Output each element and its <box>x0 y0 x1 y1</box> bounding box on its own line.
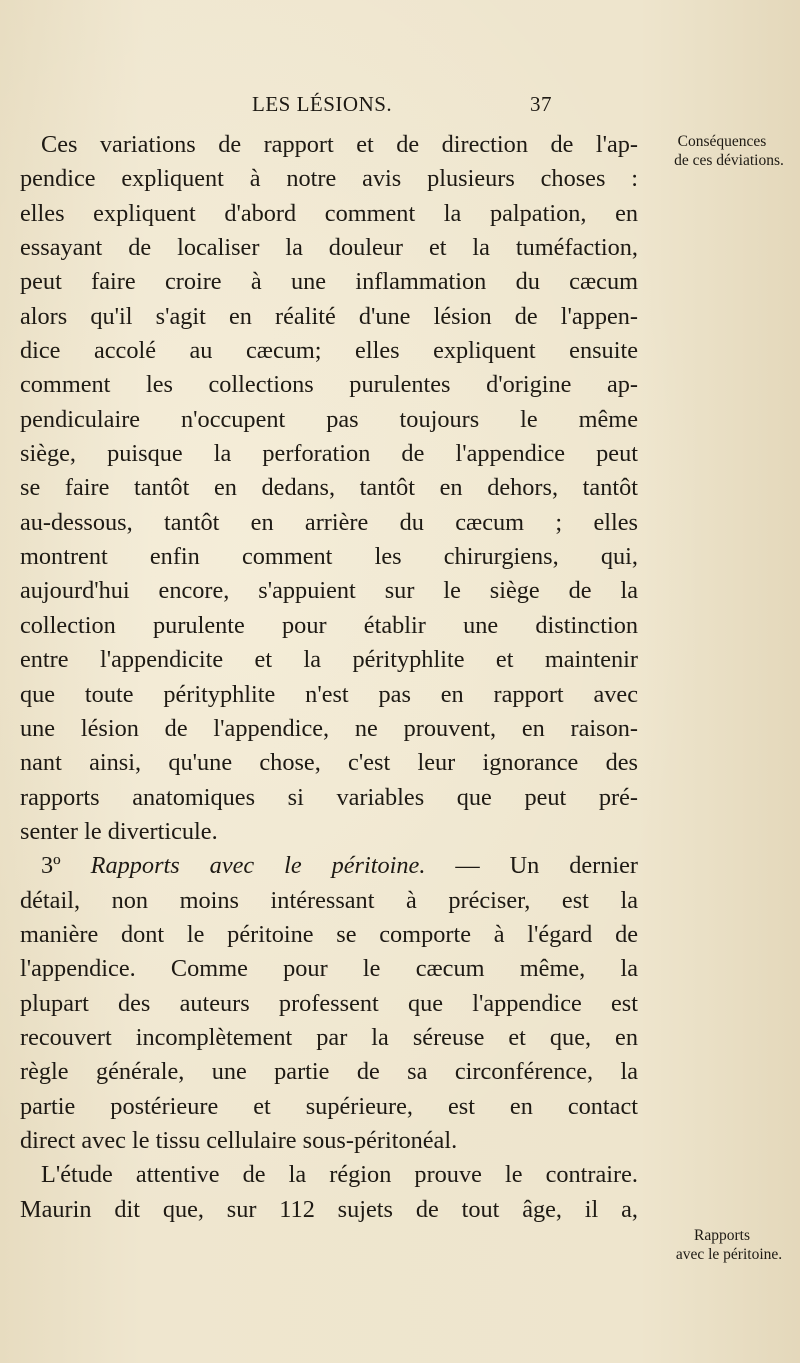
text-line: au-dessous, tantôt en arrière du cæcum ; elles <box>20 508 638 536</box>
text-line: détail, non moins intéressant à préciser, est la <box>20 886 638 914</box>
text-line: se faire tantôt en dedans, tantôt en dehors, tantôt <box>20 474 638 502</box>
text-line: recouvert incomplètement par la séreuse et que, en <box>20 1023 638 1051</box>
text-line: pendice expliquent à notre avis plusieurs choses : <box>20 165 638 193</box>
text-line: L'étude attentive de la région prouve le contraire. <box>41 1161 638 1189</box>
text-line: pendiculaire n'occupent pas toujours le même <box>20 405 638 433</box>
margin-note-line: Rapports <box>694 1227 750 1244</box>
margin-note-line: de ces déviations. <box>674 152 784 169</box>
text-line: Ces variations de rapport et de direction de l'ap- <box>41 131 638 158</box>
text-line: elles expliquent d'abord comment la palpation, en <box>20 199 638 227</box>
text-line: montrent enfin comment les chirurgiens, qui, <box>20 543 638 571</box>
text-line: aujourd'hui encore, s'appuient sur le siège de la <box>20 577 638 605</box>
text-line: rapports anatomiques si variables que peut pré- <box>20 783 638 811</box>
text-line: Maurin dit que, sur 112 sujets de tout âge, il a, <box>20 1195 638 1223</box>
section-heading: Rapports avec le péritoine. <box>90 852 426 880</box>
margin-note-line: Conséquences <box>677 133 767 150</box>
running-head-title: LES LÉSIONS. <box>252 92 393 116</box>
text-line: l'appendice. Comme pour le cæcum même, la <box>20 955 638 983</box>
text-line: nant ainsi, qu'une chose, c'est leur ignorance des <box>20 749 638 777</box>
section-heading-line <box>20 849 638 883</box>
main-text <box>20 128 638 1227</box>
text-line: plupart des auteurs professent que l'appendice est <box>20 989 638 1017</box>
text-line: essayant de localiser la douleur et la tuméfaction, <box>20 234 638 262</box>
margin-note-line: avec le péritoine. <box>675 1246 783 1263</box>
text-line: collection purulente pour établir une distinction <box>20 611 638 639</box>
section-number: 3º <box>41 852 61 880</box>
text-line: comment les collections purulentes d'origine ap- <box>20 371 638 399</box>
text-line: dice accolé au cæcum; elles expliquent ensuite <box>20 337 638 365</box>
text-line: une lésion de l'appendice, ne prouvent, en raison- <box>20 714 638 742</box>
text-line: senter le diverticule. <box>20 817 218 845</box>
text-line: direct avec le tissu cellulaire sous-péritonéal. <box>20 1126 458 1154</box>
text-line: règle générale, une partie de sa circonférence, la <box>20 1058 638 1086</box>
section-heading-continuation: — Un dernier <box>425 852 639 880</box>
text-line: alors qu'il s'agit en réalité d'une lésion de l'appen- <box>20 302 638 330</box>
text-line: manière dont le péritoine se comporte à l'égard de <box>20 920 638 948</box>
margin-note <box>644 1226 800 1264</box>
text-line: partie postérieure et supérieure, est en contact <box>20 1092 638 1120</box>
text-line: que toute pérityphlite n'est pas en rapport avec <box>20 680 638 708</box>
text-line: peut faire croire à une inflammation du cæcum <box>20 268 638 296</box>
margin-note <box>644 132 800 170</box>
text-line: entre l'appendicite et la pérityphlite et maintenir <box>20 646 638 674</box>
text-line: siège, puisque la perforation de l'appendice peut <box>20 440 638 468</box>
page-number: 37 <box>530 92 552 116</box>
